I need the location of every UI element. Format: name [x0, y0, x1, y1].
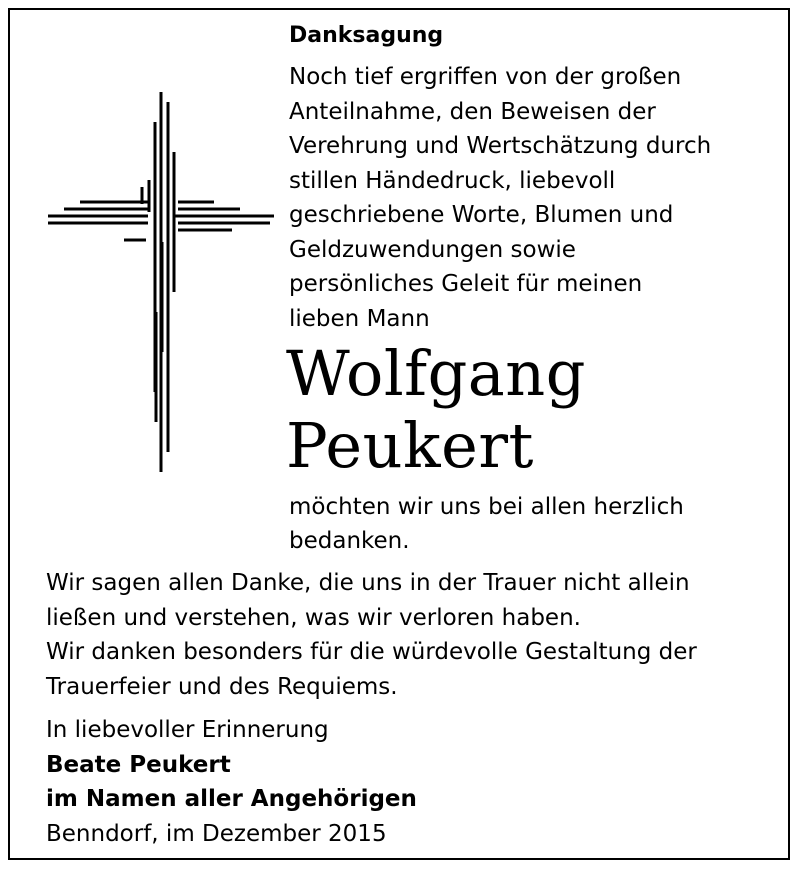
intro-line: Noch tief ergriffen von der großen: [289, 64, 682, 90]
intro-line: persönliches Geleit für meinen: [289, 271, 643, 297]
remembrance-line: In liebevoller Erinnerung: [46, 717, 329, 743]
intro-line: lieben Mann: [289, 305, 430, 332]
body-text: [46, 566, 766, 704]
deceased-first-name: Wolfgang: [286, 337, 586, 410]
intro-line: stillen Händedruck, liebevoll: [289, 167, 616, 194]
thanks-text: [289, 490, 759, 558]
deceased-last-name: Peukert: [286, 409, 534, 482]
body-line: Wir danken besonders für die würdevolle Gestaltung der: [46, 639, 697, 665]
intro-text: [289, 60, 759, 336]
signatory-name: Beate Peukert: [46, 751, 231, 778]
body-line: Wir sagen allen Danke, die uns in der Trauer nicht allein: [46, 570, 690, 596]
closing-block: [46, 713, 766, 851]
thanks-line: bedanken.: [289, 528, 410, 554]
body-line: ließen und verstehen, was wir verloren haben.: [46, 604, 581, 631]
intro-line: Anteilnahme, den Beweisen der: [289, 98, 656, 125]
body-line: Trauerfeier und des Requiems.: [46, 673, 398, 700]
notice-heading: Danksagung: [289, 23, 444, 48]
thanks-line: möchten wir uns bei allen herzlich: [289, 494, 684, 520]
family-line: im Namen aller Angehörigen: [46, 786, 417, 812]
deceased-name: [286, 338, 586, 482]
place-date: Benndorf, im Dezember 2015: [46, 820, 387, 847]
intro-line: Verehrung und Wertschätzung durch: [289, 133, 712, 159]
cross-icon: [44, 92, 276, 476]
intro-line: geschriebene Worte, Blumen und: [289, 202, 674, 228]
intro-line: Geldzuwendungen sowie: [289, 236, 576, 263]
